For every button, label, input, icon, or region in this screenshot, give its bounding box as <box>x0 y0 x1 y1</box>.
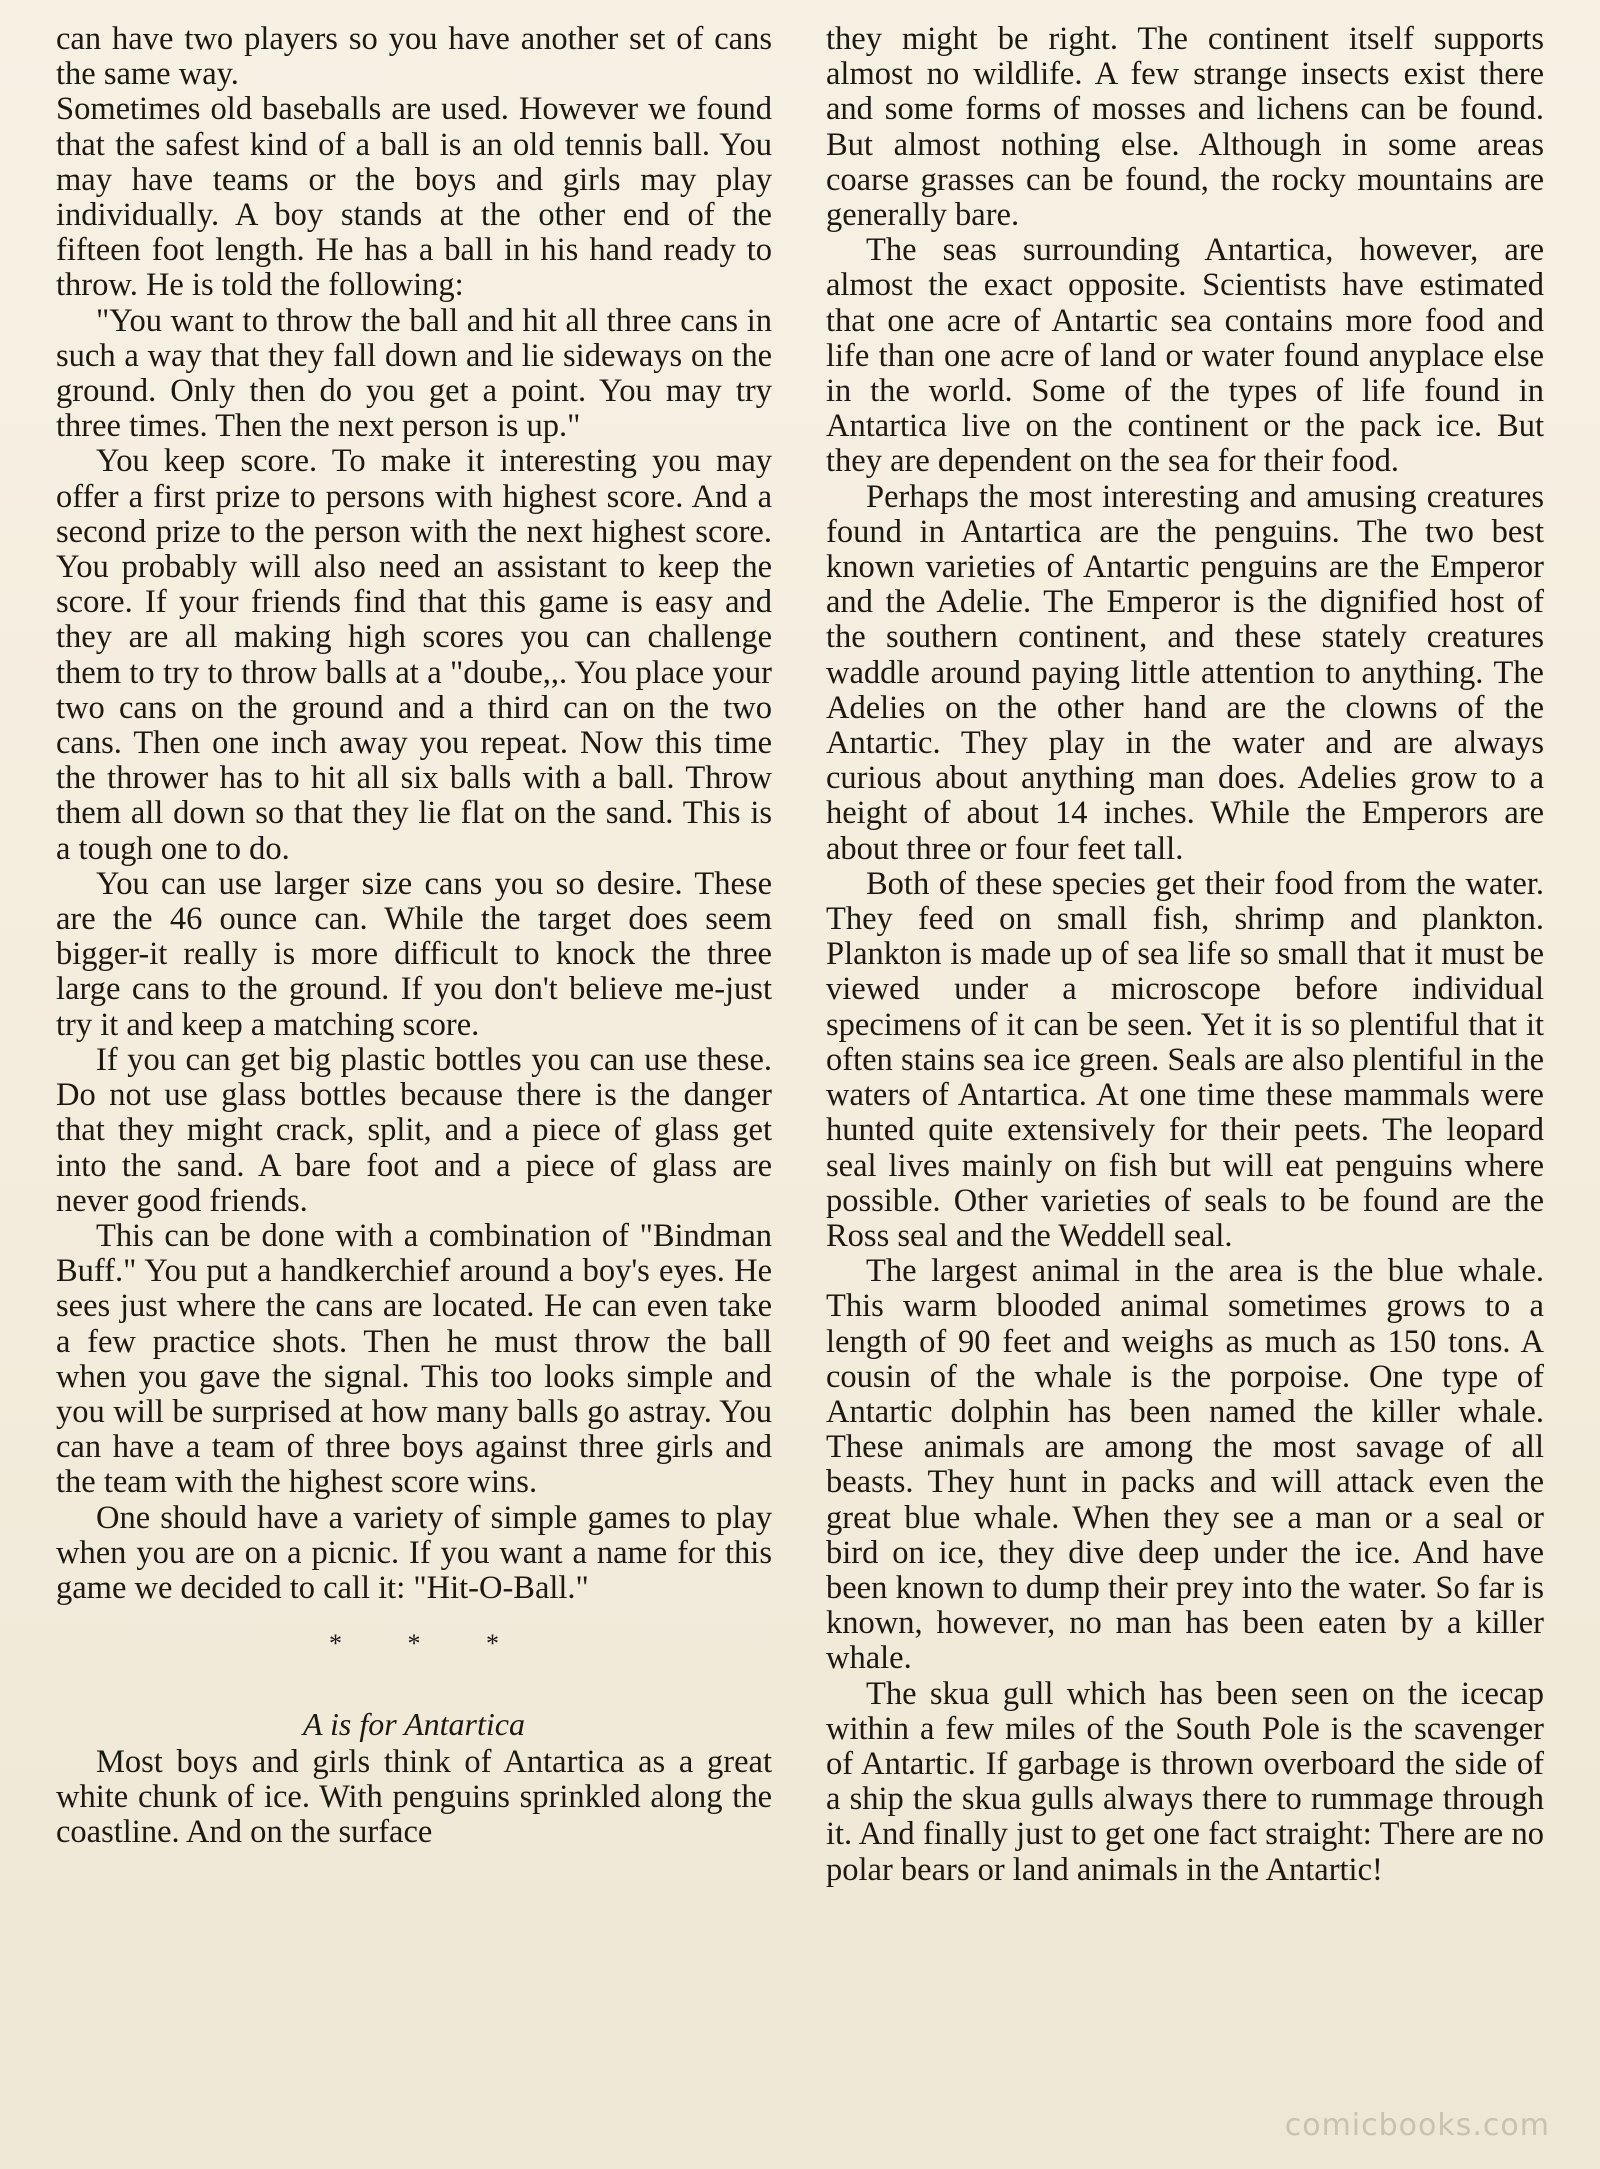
paragraph: Perhaps the most interesting and amusing creatures found in Antartica are the penguins. The two best known varieties of Antartic penguins are the Emperor and the Adelie. The Emperor is the dignified host of the southern continent, and these stately creatures waddle around paying little attention to anything. The Adelies on the other hand are the clowns of the Antartic. They play in the water and are always curious about anything man does. Adelies grow to a height of about 14 inches. While the Emperors are about three or four feet tall. <box>826 478 1544 867</box>
separator-star: * <box>329 1629 342 1659</box>
paragraph: The skua gull which has been seen on the icecap within a few miles of the South Pole is the scavenger of Antartic. If garbage is thrown overboard the side of a ship the skua gulls always there to rummage through it. And finally just to get one fact straight: There are no polar bears or land animals in the Antartic! <box>826 1675 1544 1888</box>
paragraph: The largest animal in the area is the blue whale. This warm blooded animal sometimes grows to a length of 90 feet and weighs as much as 150 tons. A cousin of the whale is the porpoise. One type of Antartic dolphin has been named the killer whale. These animals are among the most savage of all beasts. They hunt in packs and will attack even the great blue whale. When they see a man or a seal or bird on ice, they dive deep under the ice. And have been known to dump their prey into the water. So far is known, however, no man has been eaten by a killer whale. <box>826 1253 1544 1677</box>
separator-star: * <box>407 1629 421 1659</box>
paragraph: they might be right. The continent itself supports almost no wildlife. A few strange insects exist there and some forms of mosses and lichens can be found. But almost nothing else. Although in some areas coarse grasses can be found, the rocky mountains are generally bare. <box>826 21 1544 234</box>
paragraph: "You want to throw the ball and hit all three cans in such a way that they fall down and lie sideways on the ground. Only then do you get a point. You may try three times. Then the next person is up." <box>56 302 772 445</box>
paragraph: Both of these species get their food from the water. They feed on small fish, shrimp and plankton. Plankton is made up of sea life so small that it must be viewed under a microscope before individual specimens of it can be seen. Yet it is so plentiful that it often stains sea ice green. Seals are also plentiful in the waters of Antartica. At one time these mammals were hunted quite extensively for their peets. The leopard seal lives mainly on fish but will eat penguins where possible. Other varieties of seals to be found are the Ross seal and the Weddell seal. <box>826 865 1544 1254</box>
paragraph: You can use larger size cans you so desire. These are the 46 ounce can. While the target does seem bigger-it really is more difficult to knock the three large cans to the ground. If you don't believe me-just try it and keep a matching score. <box>56 865 772 1043</box>
separator-star: * <box>486 1629 499 1659</box>
paragraph: The seas surrounding Antartica, however, are almost the exact opposite. Scientists have estimated that one acre of Antartic sea contains more food and life than one acre of land or water found anyplace else in the world. Some of the types of life found in Antartica live on the continent or the pack ice. But they are dependent on the sea for their food. <box>826 232 1544 480</box>
paragraph: You keep score. To make it interesting you may offer a first prize to persons with highest score. And a second prize to the person with the next highest score. You probably will also need an assistant to keep the score. If your friends find that this game is easy and they are all making high scores you can challenge them to try to throw balls at a "doube,,. You place your two cans on the ground and a third can on the two cans. Then one inch away you repeat. Now this time the thrower has to hit all six balls with a ball. Throw them all down so that they lie flat on the sand. This is a tough one to do. <box>56 443 772 867</box>
paragraph: Most boys and girls think of Antartica as a great white chunk of ice. With penguins sprinkled along the coastline. And on the surface <box>56 1743 772 1850</box>
right-column <box>826 22 1544 1888</box>
paragraph: Sometimes old baseballs are used. However we found that the safest kind of a ball is an old tennis ball. You may have teams or the boys and girls may play individually. A boy stands at the other end of the fifteen foot length. He has a ball in his hand ready to throw. He is told the following: <box>56 91 772 304</box>
section-separator <box>56 1626 772 1661</box>
section-heading: A is for Antartica <box>303 1706 525 1743</box>
paragraph: If you can get big plastic bottles you can use these. Do not use glass bottles because there is the danger that they might crack, split, and a piece of glass get into the sand. A bare foot and a piece of glass are never good friends. <box>56 1041 772 1219</box>
paragraph: This can be done with a combination of "Bindman Buff." You put a handkerchief around a boy's eyes. He sees just where the cans are located. He can even take a few practice shots. Then he must throw the ball when you gave the signal. This too looks simple and you will be surprised at how many balls go astray. You can have a team of three boys against three girls and the team with the highest score wins. <box>56 1217 772 1501</box>
paragraph: One should have a variety of simple games to play when you are on a picnic. If you want a name for this game we decided to call it: "Hit-O-Ball." <box>56 1499 772 1606</box>
watermark: comicbooks.com <box>1284 2108 1550 2143</box>
left-column <box>56 22 772 1850</box>
paragraph: can have two players so you have another set of cans the same way. <box>56 21 772 93</box>
